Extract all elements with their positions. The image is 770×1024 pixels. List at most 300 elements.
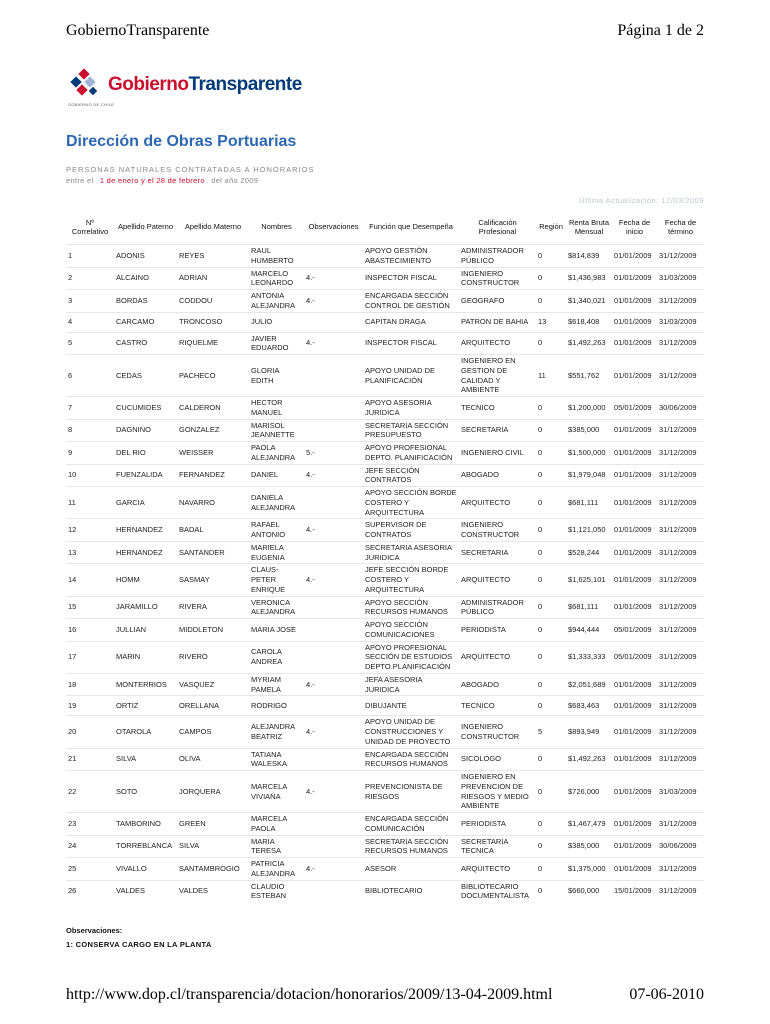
cell-renta: $814,839 <box>566 245 612 268</box>
cell-row-number: 17 <box>66 641 114 673</box>
cell-fecha-inicio: 01/01/2009 <box>612 564 657 596</box>
cell-funcion: APOYO PROFESIONAL DEPTO. PLANIFICACIÓN <box>363 442 459 465</box>
cell-row-number: 8 <box>66 419 114 442</box>
cell-region: 0 <box>536 673 566 696</box>
cell-row-number: 23 <box>66 813 114 836</box>
cell-nombres: MARCELA PAOLA <box>249 813 304 836</box>
cell-row-number: 19 <box>66 696 114 716</box>
cell-region: 0 <box>536 419 566 442</box>
cell-funcion: APOYO UNIDAD DE PLANIFICACIÓN <box>363 355 459 397</box>
cell-renta: $1,979,048 <box>566 464 612 487</box>
table-row <box>66 596 704 619</box>
cell-row-number: 21 <box>66 748 114 771</box>
cell-fecha-inicio: 01/01/2009 <box>612 245 657 268</box>
cell-fecha-termino: 31/12/2009 <box>657 332 704 355</box>
cell-apellido-paterno: CASTRO <box>114 332 177 355</box>
cell-renta: $1,500,000 <box>566 442 612 465</box>
column-header: Apellido Paterno <box>117 222 174 232</box>
cell-row-number: 26 <box>66 880 114 902</box>
cell-fecha-inicio: 05/01/2009 <box>612 619 657 642</box>
page-number: Página 1 de 2 <box>617 22 704 39</box>
cell-funcion: ASESOR <box>363 858 459 881</box>
cell-funcion: BIBLIOTECARIO <box>363 880 459 902</box>
cell-calificacion: SICOLOGO <box>459 748 536 771</box>
cell-apellido-paterno: BORDAS <box>114 290 177 313</box>
cell-renta: $528,244 <box>566 541 612 564</box>
table-row <box>66 673 704 696</box>
cell-apellido-paterno: TAMBORINO <box>114 813 177 836</box>
cell-region: 0 <box>536 519 566 542</box>
cell-fecha-inicio: 01/01/2009 <box>612 596 657 619</box>
cell-fecha-inicio: 01/01/2009 <box>612 419 657 442</box>
table-row <box>66 716 704 748</box>
cell-apellido-paterno: ORTIZ <box>114 696 177 716</box>
cell-observaciones <box>304 641 363 673</box>
cell-row-number: 10 <box>66 464 114 487</box>
cell-fecha-inicio: 05/01/2009 <box>612 641 657 673</box>
cell-row-number: 20 <box>66 716 114 748</box>
cell-region: 0 <box>536 641 566 673</box>
cell-fecha-termino: 31/03/2009 <box>657 267 704 290</box>
column-header: Calificación Profesional <box>478 217 517 236</box>
table-row <box>66 487 704 519</box>
cell-row-number: 1 <box>66 245 114 268</box>
cell-apellido-paterno: MARIN <box>114 641 177 673</box>
cell-nombres: CAROLA ANDREA <box>249 641 304 673</box>
cell-funcion: ENCARGADA SECCIÓN CONTROL DE GESTIÓN <box>363 290 459 313</box>
cell-region: 0 <box>536 771 566 813</box>
cell-fecha-termino: 31/12/2009 <box>657 245 704 268</box>
cell-renta: $660,000 <box>566 880 612 902</box>
cell-funcion: ENCARGADA SECCIÓN COMUNICACIÓN <box>363 813 459 836</box>
cell-apellido-paterno: JARAMILLO <box>114 596 177 619</box>
cell-apellido-paterno: DEL RIO <box>114 442 177 465</box>
cell-fecha-termino: 31/12/2009 <box>657 641 704 673</box>
cell-fecha-termino: 31/12/2009 <box>657 696 704 716</box>
cell-calificacion: ADMINISTRADOR PÚBLICO <box>459 596 536 619</box>
cell-funcion: APOYO ASESORIA JURIDICA <box>363 397 459 420</box>
cell-funcion: JEFE SECCIÓN CONTRATOS <box>363 464 459 487</box>
cell-renta: $944,444 <box>566 619 612 642</box>
cell-observaciones: 4.- <box>304 519 363 542</box>
column-header: Nombres <box>261 222 292 232</box>
cell-observaciones <box>304 355 363 397</box>
cell-calificacion: ARQUITECTO <box>459 564 536 596</box>
cell-renta: $618,408 <box>566 312 612 332</box>
cell-fecha-termino: 31/12/2009 <box>657 541 704 564</box>
table-row <box>66 267 704 290</box>
cell-fecha-inicio: 01/01/2009 <box>612 696 657 716</box>
cell-funcion: SECRETARIA SECCIÓN PRESUPUESTO <box>363 419 459 442</box>
cell-fecha-termino: 31/12/2009 <box>657 673 704 696</box>
cell-nombres: RAUL HUMBERTO <box>249 245 304 268</box>
cell-fecha-inicio: 01/01/2009 <box>612 541 657 564</box>
cell-nombres: MARISOL JEANNETTE <box>249 419 304 442</box>
cell-region: 0 <box>536 596 566 619</box>
column-header: Función que Desempeña <box>369 222 453 232</box>
table-row <box>66 442 704 465</box>
column-header: Observaciones <box>308 222 359 232</box>
cell-observaciones: 4.- <box>304 464 363 487</box>
cell-apellido-materno: WEISSER <box>177 442 249 465</box>
cell-apellido-paterno: HERNANDEZ <box>114 541 177 564</box>
cell-funcion: INSPECTOR FISCAL <box>363 267 459 290</box>
cell-nombres: ANTONIA ALEJANDRA <box>249 290 304 313</box>
cell-row-number: 6 <box>66 355 114 397</box>
cell-apellido-materno: RIVERO <box>177 641 249 673</box>
cell-nombres: MARCELA VIVIANA <box>249 771 304 813</box>
site-name: GobiernoTransparente <box>66 22 210 39</box>
cell-funcion: CAPITAN DRAGA <box>363 312 459 332</box>
cell-region: 0 <box>536 487 566 519</box>
cell-funcion: APOYO UNIDAD DE CONSTRUCCIONES Y UNIDAD DE PROYECTO <box>363 716 459 748</box>
cell-renta: $385,000 <box>566 835 612 858</box>
cell-calificacion: INGENIERO CONSTRUCTOR <box>459 519 536 542</box>
cell-nombres: MARIELA EUGENIA <box>249 541 304 564</box>
cell-apellido-paterno: GARCIA <box>114 487 177 519</box>
cell-renta: $1,467,479 <box>566 813 612 836</box>
cell-apellido-materno: OLIVA <box>177 748 249 771</box>
cell-observaciones: 5.- <box>304 442 363 465</box>
cell-region: 0 <box>536 464 566 487</box>
cell-renta: $681,111 <box>566 596 612 619</box>
cell-fecha-termino: 31/12/2009 <box>657 619 704 642</box>
cell-calificacion: ABOGADO <box>459 464 536 487</box>
cell-calificacion: SECRETARIA TECNICA <box>459 835 536 858</box>
cell-fecha-termino: 31/12/2009 <box>657 442 704 465</box>
cell-apellido-paterno: TORREBLANCA <box>114 835 177 858</box>
cell-observaciones: 4.- <box>304 332 363 355</box>
cell-apellido-paterno: HOMM <box>114 564 177 596</box>
cell-row-number: 12 <box>66 519 114 542</box>
cell-nombres: MARIA TERESA <box>249 835 304 858</box>
cell-funcion: INSPECTOR FISCAL <box>363 332 459 355</box>
cell-observaciones <box>304 312 363 332</box>
cell-apellido-materno: CALDERON <box>177 397 249 420</box>
cell-row-number: 3 <box>66 290 114 313</box>
cell-renta: $1,625,101 <box>566 564 612 596</box>
cell-apellido-materno: JORQUERA <box>177 771 249 813</box>
cell-calificacion: TECNICO <box>459 397 536 420</box>
cell-apellido-materno: REYES <box>177 245 249 268</box>
table-row <box>66 419 704 442</box>
cell-apellido-materno: SANTAMBROGIO <box>177 858 249 881</box>
cell-calificacion: PERIODISTA <box>459 619 536 642</box>
cell-fecha-termino: 31/12/2009 <box>657 596 704 619</box>
gobierno-transparente-logo[interactable] <box>66 68 302 108</box>
cell-region: 0 <box>536 245 566 268</box>
cell-apellido-materno: SANTANDER <box>177 541 249 564</box>
cell-fecha-inicio: 01/01/2009 <box>612 519 657 542</box>
observation-item: 1: CONSERVA CARGO EN LA PLANTA <box>66 940 212 949</box>
cell-row-number: 7 <box>66 397 114 420</box>
cell-apellido-materno: TRONCOSO <box>177 312 249 332</box>
cell-fecha-termino: 31/12/2009 <box>657 290 704 313</box>
cell-renta: $1,200,000 <box>566 397 612 420</box>
cell-fecha-termino: 31/12/2009 <box>657 880 704 902</box>
cell-nombres: JULIO <box>249 312 304 332</box>
cell-nombres: HECTOR MANUEL <box>249 397 304 420</box>
cell-row-number: 13 <box>66 541 114 564</box>
logo-word-transparente: Transparente <box>188 74 302 95</box>
cell-observaciones: 4.- <box>304 267 363 290</box>
cell-fecha-inicio: 01/01/2009 <box>612 442 657 465</box>
cell-renta: $551,762 <box>566 355 612 397</box>
cell-observaciones: 4.- <box>304 673 363 696</box>
cell-calificacion: INGENIERO EN PREVENCION DE RIESGOS Y MEDIO AMBIENTE <box>459 771 536 813</box>
column-header: Región <box>539 222 563 232</box>
print-footer <box>66 986 704 1006</box>
cell-fecha-inicio: 01/01/2009 <box>612 858 657 881</box>
cell-row-number: 2 <box>66 267 114 290</box>
cell-funcion: DIBUJANTE <box>363 696 459 716</box>
cell-fecha-termino: 30/06/2009 <box>657 835 704 858</box>
cell-observaciones <box>304 397 363 420</box>
cell-apellido-paterno: CEDAS <box>114 355 177 397</box>
cell-row-number: 18 <box>66 673 114 696</box>
table-row <box>66 835 704 858</box>
cell-fecha-inicio: 01/01/2009 <box>612 355 657 397</box>
column-header: Apellido Materno <box>184 222 242 232</box>
cell-renta: $1,121,050 <box>566 519 612 542</box>
cell-fecha-termino: 31/12/2009 <box>657 748 704 771</box>
cell-nombres: JAVIER EDUARDO <box>249 332 304 355</box>
cell-observaciones <box>304 487 363 519</box>
cell-apellido-materno: ADRIAN <box>177 267 249 290</box>
footer-date: 07-06-2010 <box>629 986 704 1003</box>
cell-observaciones <box>304 619 363 642</box>
cell-region: 0 <box>536 813 566 836</box>
cell-calificacion: TECNICO <box>459 696 536 716</box>
cell-fecha-termino: 31/12/2009 <box>657 419 704 442</box>
table-row <box>66 464 704 487</box>
cell-calificacion: INGENIERO CONSTRUCTOR <box>459 716 536 748</box>
cell-apellido-materno: SASMAY <box>177 564 249 596</box>
cell-region: 0 <box>536 397 566 420</box>
cell-apellido-materno: PACHECO <box>177 355 249 397</box>
cell-fecha-inicio: 01/01/2009 <box>612 312 657 332</box>
cell-fecha-inicio: 01/01/2009 <box>612 487 657 519</box>
cell-apellido-materno: NAVARRO <box>177 487 249 519</box>
cell-region: 0 <box>536 835 566 858</box>
cell-fecha-termino: 31/03/2009 <box>657 312 704 332</box>
cell-calificacion: BIBLIOTECARIO DOCUMENTALISTA <box>459 880 536 902</box>
cell-apellido-materno: CODDOU <box>177 290 249 313</box>
cell-region: 0 <box>536 332 566 355</box>
cell-fecha-termino: 31/12/2009 <box>657 564 704 596</box>
cell-funcion: JEFE SECCIÓN BORDE COSTERO Y ARQUITECTURA <box>363 564 459 596</box>
cell-region: 0 <box>536 541 566 564</box>
cell-apellido-materno: VALDES <box>177 880 249 902</box>
cell-row-number: 14 <box>66 564 114 596</box>
cell-funcion: ENCARGADA SECCIÓN RECURSOS HUMANOS <box>363 748 459 771</box>
cell-region: 5 <box>536 716 566 748</box>
cell-funcion: JEFA ASESORIA JURIDICA <box>363 673 459 696</box>
cell-region: 13 <box>536 312 566 332</box>
cell-apellido-materno: MIDDLETON <box>177 619 249 642</box>
print-header <box>66 22 704 44</box>
table-row <box>66 641 704 673</box>
cell-renta: $726,000 <box>566 771 612 813</box>
cell-calificacion: ARQUITECTO <box>459 332 536 355</box>
cell-observaciones <box>304 541 363 564</box>
cell-funcion: SECRETARIA SECCIÓN RECURSOS HUMANOS <box>363 835 459 858</box>
cell-region: 0 <box>536 619 566 642</box>
table-body <box>66 245 704 903</box>
cell-fecha-termino: 31/12/2009 <box>657 858 704 881</box>
period-line <box>66 176 258 185</box>
cell-apellido-materno: ORELLANA <box>177 696 249 716</box>
cell-apellido-materno: RIVERA <box>177 596 249 619</box>
cell-fecha-inicio: 01/01/2009 <box>612 771 657 813</box>
cell-observaciones: 4.- <box>304 716 363 748</box>
cell-observaciones: 4.- <box>304 290 363 313</box>
cell-apellido-paterno: CARCAMO <box>114 312 177 332</box>
table-row <box>66 619 704 642</box>
table-header-row <box>66 210 704 245</box>
cell-funcion: PREVENCIONISTA DE RIESGOS <box>363 771 459 813</box>
table-row <box>66 397 704 420</box>
table-row <box>66 858 704 881</box>
cell-renta: $1,333,333 <box>566 641 612 673</box>
footer-url[interactable]: http://www.dop.cl/transparencia/dotacion/honorarios/2009/13-04-2009.html <box>66 986 553 1003</box>
cell-apellido-materno: BADAL <box>177 519 249 542</box>
cell-funcion: SUPERVISOR DE CONTRATOS <box>363 519 459 542</box>
cell-fecha-inicio: 01/01/2009 <box>612 290 657 313</box>
cell-fecha-termino: 31/12/2009 <box>657 813 704 836</box>
table-row <box>66 748 704 771</box>
cell-nombres: MARIA JOSE <box>249 619 304 642</box>
cell-region: 0 <box>536 564 566 596</box>
cell-apellido-paterno: OTAROLA <box>114 716 177 748</box>
cell-nombres: RAFAEL ANTONIO <box>249 519 304 542</box>
period-pre: entre el <box>66 176 94 185</box>
cell-funcion: APOYO SECCIÓN COMUNICACIONES <box>363 619 459 642</box>
cell-row-number: 16 <box>66 619 114 642</box>
cell-region: 0 <box>536 290 566 313</box>
cell-renta: $681,111 <box>566 487 612 519</box>
table-row <box>66 813 704 836</box>
cell-nombres: PATRICIA ALEJANDRA <box>249 858 304 881</box>
cell-calificacion: PERIODISTA <box>459 813 536 836</box>
logo-wordmark <box>108 74 302 96</box>
cell-nombres: CLAUS-PETER ENRIQUE <box>249 564 304 596</box>
table-row <box>66 519 704 542</box>
cell-observaciones <box>304 813 363 836</box>
cell-calificacion: ARQUITECTO <box>459 858 536 881</box>
cell-fecha-termino: 31/12/2009 <box>657 355 704 397</box>
cell-renta: $385,000 <box>566 419 612 442</box>
column-header: Fecha de término <box>664 217 697 236</box>
cell-observaciones: 4.- <box>304 564 363 596</box>
cell-nombres: GLORIA EDITH <box>249 355 304 397</box>
cell-fecha-inicio: 01/01/2009 <box>612 813 657 836</box>
cell-region: 0 <box>536 696 566 716</box>
cell-funcion: SECRETARIA ASESORIA JURIDICA <box>363 541 459 564</box>
cell-region: 0 <box>536 267 566 290</box>
cell-nombres: ALEJANDRA BEATRIZ <box>249 716 304 748</box>
cell-funcion: APOYO GESTIÓN ABASTECIMIENTO <box>363 245 459 268</box>
cell-renta: $1,436,983 <box>566 267 612 290</box>
cell-apellido-paterno: MONTERRIOS <box>114 673 177 696</box>
cell-row-number: 11 <box>66 487 114 519</box>
cell-calificacion: SECRETARIA <box>459 419 536 442</box>
cell-calificacion: SECRETARIA <box>459 541 536 564</box>
cell-apellido-paterno: VIVALLO <box>114 858 177 881</box>
cell-calificacion: ABOGADO <box>459 673 536 696</box>
cell-funcion: APOYO SECCIÓN RECURSOS HUMANOS <box>363 596 459 619</box>
cell-renta: $1,375,000 <box>566 858 612 881</box>
cell-apellido-paterno: CUCUMIDES <box>114 397 177 420</box>
table-row <box>66 696 704 716</box>
cell-region: 11 <box>536 355 566 397</box>
cell-fecha-inicio: 01/01/2009 <box>612 748 657 771</box>
cell-nombres: TATIANA WALESKA <box>249 748 304 771</box>
cell-renta: $2,051,689 <box>566 673 612 696</box>
cell-renta: $893,949 <box>566 716 612 748</box>
page-title: Dirección de Obras Portuarias <box>66 133 297 150</box>
cell-observaciones: 4.- <box>304 858 363 881</box>
cell-renta: $1,492,263 <box>566 332 612 355</box>
cell-row-number: 24 <box>66 835 114 858</box>
table-row <box>66 245 704 268</box>
cell-apellido-paterno: VALDES <box>114 880 177 902</box>
cell-calificacion: PATRON DE BAHIA <box>459 312 536 332</box>
column-header: Nº Correlativo <box>71 217 109 236</box>
table-row <box>66 290 704 313</box>
logo-mark-icon <box>66 68 106 104</box>
logo-subtitle: GOBIERNO DE CHILE <box>68 102 115 107</box>
cell-renta: $1,340,021 <box>566 290 612 313</box>
cell-nombres: MARCELO LEONARDO <box>249 267 304 290</box>
cell-fecha-termino: 31/12/2009 <box>657 487 704 519</box>
cell-apellido-paterno: ADONIS <box>114 245 177 268</box>
column-header: Renta Bruta Mensual <box>568 217 610 236</box>
period-range: 1 de enero y el 28 de febrero <box>99 176 205 185</box>
cell-fecha-inicio: 01/01/2009 <box>612 673 657 696</box>
cell-region: 0 <box>536 748 566 771</box>
cell-apellido-paterno: SOTO <box>114 771 177 813</box>
cell-nombres: DANIELA ALEJANDRA <box>249 487 304 519</box>
observations-label: Observaciones: <box>66 926 123 935</box>
cell-apellido-materno: CAMPOS <box>177 716 249 748</box>
cell-apellido-materno: FERNANDEZ <box>177 464 249 487</box>
cell-calificacion: INGENIERO EN GESTION DE CALIDAD Y AMBIENTE <box>459 355 536 397</box>
cell-row-number: 4 <box>66 312 114 332</box>
cell-apellido-paterno: FUENZALIDA <box>114 464 177 487</box>
cell-observaciones <box>304 835 363 858</box>
cell-row-number: 9 <box>66 442 114 465</box>
cell-row-number: 22 <box>66 771 114 813</box>
cell-apellido-paterno: DAGNINO <box>114 419 177 442</box>
cell-nombres: PAOLA ALEJANDRA <box>249 442 304 465</box>
cell-renta: $683,463 <box>566 696 612 716</box>
cell-renta: $1,492,263 <box>566 748 612 771</box>
cell-apellido-paterno: SILVA <box>114 748 177 771</box>
table-row <box>66 312 704 332</box>
cell-observaciones <box>304 880 363 902</box>
cell-funcion: APOYO SECCIÓN BORDE COSTERO Y ARQUITECTURA <box>363 487 459 519</box>
table-row <box>66 541 704 564</box>
period-post: del año 2009 <box>211 176 259 185</box>
honorarios-table <box>66 210 704 902</box>
cell-region: 0 <box>536 442 566 465</box>
cell-apellido-paterno: HERNANDEZ <box>114 519 177 542</box>
cell-observaciones <box>304 245 363 268</box>
cell-observaciones <box>304 748 363 771</box>
cell-fecha-inicio: 01/01/2009 <box>612 332 657 355</box>
cell-fecha-termino: 31/12/2009 <box>657 716 704 748</box>
